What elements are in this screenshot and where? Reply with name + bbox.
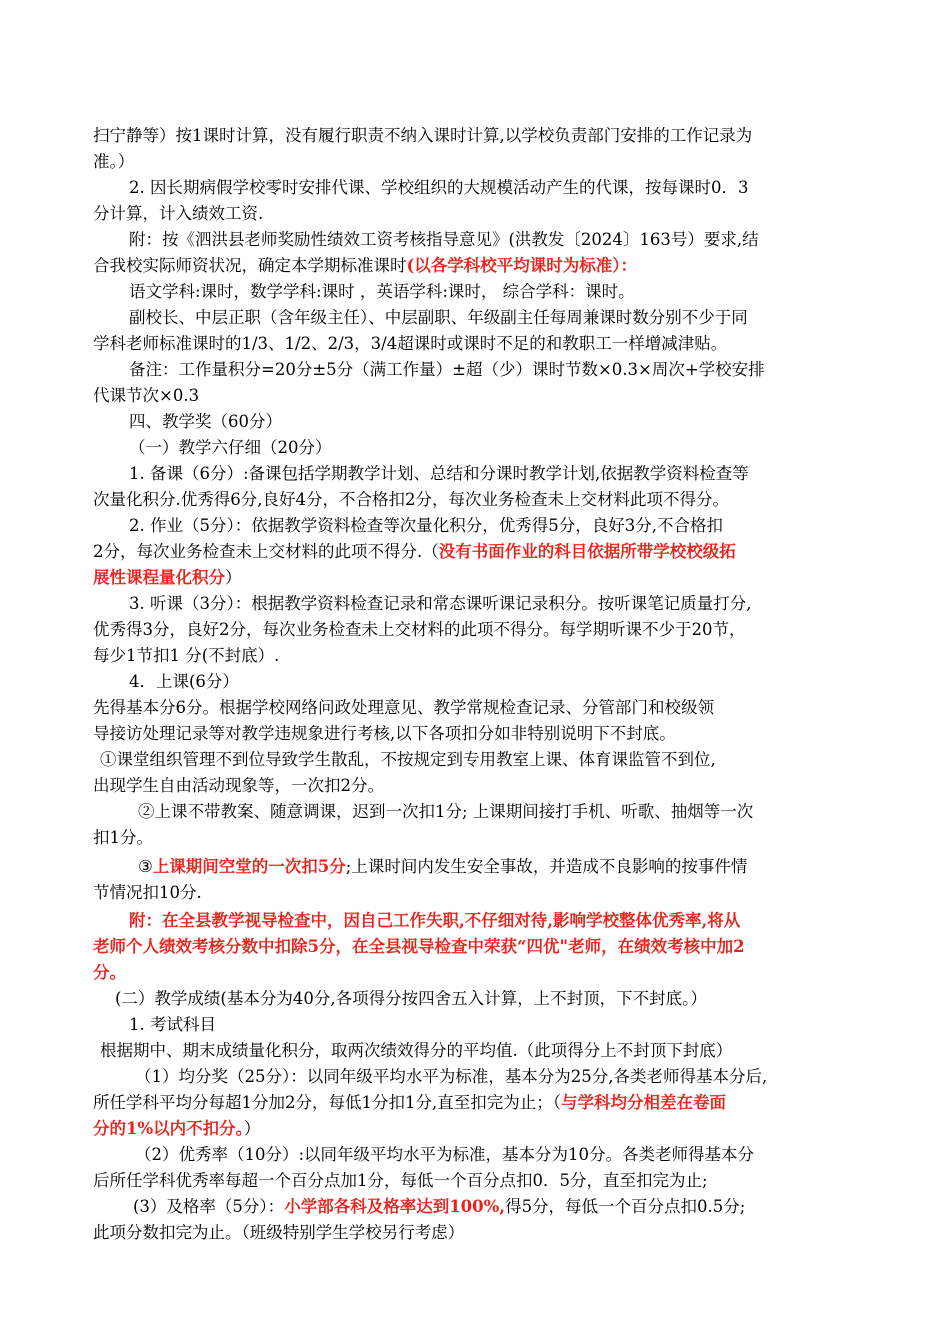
text-line: 代课节次×0.3 <box>93 386 200 405</box>
text-line: 4．上课(6分） <box>129 672 239 691</box>
text-line: 备注：工作量积分=20分±5分（满工作量）±超（少）课时节数×0.3×周次+学校安排 <box>129 360 765 379</box>
highlight-text: 与学科均分相差在卷面 <box>561 1093 726 1112</box>
text-line: ①课堂组织管理不到位导致学生散乱，不按规定到专用教室上课、体育课监管不到位, <box>100 750 716 769</box>
text-line <box>93 541 736 563</box>
text-line: 每少1节扣1 分(不封底）. <box>93 646 280 665</box>
text-line: 2. 作业（5分）：依据教学资料检查等次量化积分，优秀得5分，良好3分,不合格扣 <box>129 516 723 535</box>
text-line: 扫宁静等）按1课时计算，没有履行职责不纳入课时计算,以学校负责部门安排的工作记录为 <box>93 126 753 145</box>
text-line: 分计算，计入绩效工资. <box>93 204 264 223</box>
subsection-heading: （一）教学六仔细（20分） <box>129 438 332 457</box>
text-line <box>133 1196 745 1218</box>
text-run: 得5分，每低一个百分点扣0.5分; <box>505 1197 746 1216</box>
highlight-text: 附：在全县教学视导检查中，因自己工作失职,不仔细对待,影响学校整体优秀率,将从 <box>129 911 741 930</box>
text-line: 1. 备课（6分）:备课包括学期教学计划、总结和分课时教学计划,依据教学资料检查等 <box>129 464 749 483</box>
text-run: ;上课时间内发生安全事故，并造成不良影响的按事件情 <box>345 857 748 876</box>
highlight-text: (以各学科校平均课时为标准）： <box>406 256 638 275</box>
text-run: ） <box>243 1119 261 1138</box>
text-run: 所任学科平均分每超1分加2分，每低1分扣1分,直至扣完为止；（ <box>93 1093 561 1112</box>
section-heading: 四、教学奖（60分） <box>129 412 282 431</box>
text-line: 后所任学科优秀率每超一个百分点加1分，每低一个百分点扣0．5分，直至扣完为止; <box>93 1171 708 1190</box>
text-run: (3）及格率（5分）： <box>133 1197 285 1216</box>
text-line <box>93 255 637 277</box>
text-line: 副校长、中层正职（含年级主任）、中层副职、年级副主任每周兼课时数分别不少于同 <box>129 308 748 327</box>
text-line <box>93 1118 260 1140</box>
highlight-text: 没有书面作业的科目依据所带学校校级拓 <box>438 542 736 561</box>
text-line: ②上课不带教案、随意调课，迟到一次扣1分; 上课期间接打手机、听歌、抽烟等一次 <box>138 802 754 821</box>
highlight-text: 分的1%以内不扣分。 <box>93 1119 244 1138</box>
text-line: 附：按《泗洪县老师奖励性绩效工资考核指导意见》(洪教发〔2024〕163号）要求,结 <box>129 230 759 249</box>
text-line: 准。） <box>93 152 135 171</box>
text-run: ） <box>225 568 242 587</box>
highlight-text: 分。 <box>93 963 126 982</box>
text-run: 2分，每次业务检查未上交材料的此项不得分.（ <box>93 542 439 561</box>
text-line: 学科老师标准课时的1/3、1/2、2/3，3/4超课时或课时不足的和教职工一样增减津贴。 <box>93 334 728 353</box>
highlight-text: 老师个人绩效考核分数中扣除5分，在全县视导检查中荣获“四优"老师，在绩效考核中加2 <box>93 937 745 956</box>
text-run: 合我校实际师资状况，确定本学期标准课时 <box>93 256 407 275</box>
highlight-text: 展性课程量化积分 <box>93 568 225 587</box>
text-line: 语文学科:课时，数学学科:课时 ，英语学科:课时， 综合学科：课时。 <box>129 282 635 301</box>
text-line: 3. 听课（3分）：根据教学资料检查记录和常态课听课记录积分。按听课笔记质量打分, <box>129 594 752 613</box>
text-line: 扣1分。 <box>93 828 153 847</box>
text-line: 此项分数扣完为止。（班级特别学生学校另行考虑） <box>93 1223 465 1242</box>
highlight-text: 上课期间空堂的一次扣5分 <box>152 857 346 876</box>
text-run: ③ <box>138 857 153 876</box>
text-line: 先得基本分6分。根据学校网络问政处理意见、教学常规检查记录、分管部门和校级领 <box>93 698 714 717</box>
text-line: 节情况扣10分. <box>93 883 202 902</box>
text-line <box>138 856 747 878</box>
subsection-heading: (二）教学成绩(基本分为40分,各项得分按四舍五入计算，上不封顶，下不封底。） <box>115 989 707 1008</box>
text-line <box>93 567 242 589</box>
text-line: 优秀得3分，良好2分，每次业务检查未上交材料的此项不得分。每学期听课不少于20节， <box>93 620 746 639</box>
text-line: 次量化积分.优秀得6分,良好4分，不合格扣2分，每次业务检查未上交材料此项不得分。 <box>93 490 729 509</box>
text-line: （2）优秀率（10分）:以同年级平均水平为标准，基本分为10分。各类老师得基本分 <box>135 1145 755 1164</box>
text-line: （1）均分奖（25分）：以同年级平均水平为标准，基本分为25分,各类老师得基本分后, <box>135 1067 768 1086</box>
text-line: 出现学生自由活动现象等，一次扣2分。 <box>93 776 384 795</box>
text-line: 1. 考试科目 <box>129 1015 216 1034</box>
text-line <box>93 1092 726 1114</box>
text-line: 导接访处理记录等对教学违规象进行考核,以下各项扣分如非特别说明下不封底。 <box>93 724 676 743</box>
text-line: 根据期中、期末成绩量化积分，取两次绩效得分的平均值.（此项得分上不封顶下封底） <box>100 1041 733 1060</box>
highlight-text: 小学部各科及格率达到100%, <box>284 1197 506 1216</box>
text-line: 2. 因长期病假学校零时安排代课、学校组织的大规模活动产生的代课，按每课时0．3 <box>129 178 749 197</box>
